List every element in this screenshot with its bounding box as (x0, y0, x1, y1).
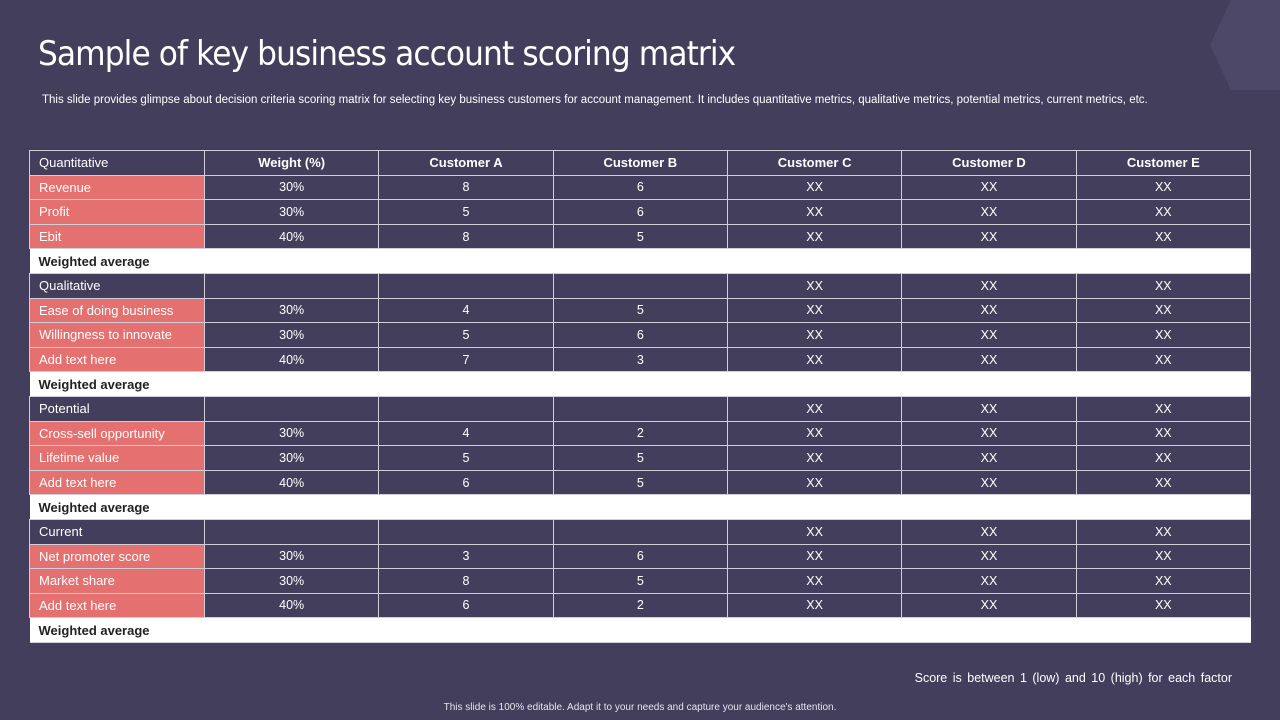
table-row (30, 569, 1251, 594)
weighted-average-label: Weighted average (30, 372, 1251, 397)
table-cell: XX (1076, 593, 1250, 618)
table-cell: XX (902, 200, 1076, 225)
table-cell (553, 519, 727, 544)
table-cell: 30% (205, 323, 379, 348)
header-cell: Customer D (902, 151, 1076, 176)
corner-decoration (1210, 0, 1280, 90)
weighted-average-row (30, 249, 1251, 274)
metric-label: Net promoter score (30, 544, 205, 569)
table-cell: 7 (379, 347, 553, 372)
weighted-average-label: Weighted average (30, 249, 1251, 274)
header-cell: Customer B (553, 151, 727, 176)
weighted-average-row (30, 618, 1251, 643)
header-cell: Quantitative (30, 151, 205, 176)
table-cell: XX (1076, 298, 1250, 323)
table-cell: 2 (553, 593, 727, 618)
table-cell: 2 (553, 421, 727, 446)
table-cell: XX (727, 200, 901, 225)
table-cell: XX (727, 519, 901, 544)
table-row (30, 224, 1251, 249)
table-row (30, 175, 1251, 200)
table-cell: XX (1076, 421, 1250, 446)
table-cell (379, 396, 553, 421)
table-cell: XX (902, 519, 1076, 544)
table-cell: 3 (553, 347, 727, 372)
table-cell: XX (1076, 519, 1250, 544)
table-row (30, 200, 1251, 225)
table-cell: 30% (205, 544, 379, 569)
table-cell: XX (1076, 273, 1250, 298)
page-title: Sample of key business account scoring matrix (38, 34, 736, 74)
table-cell: 6 (553, 544, 727, 569)
table-row (30, 323, 1251, 348)
table-cell: 30% (205, 421, 379, 446)
table-cell: XX (902, 347, 1076, 372)
table-cell: XX (902, 175, 1076, 200)
table-row (30, 347, 1251, 372)
table-cell: 30% (205, 446, 379, 471)
table-cell: 40% (205, 470, 379, 495)
header-cell: Customer E (1076, 151, 1250, 176)
page-subtitle: This slide provides glimpse about decision criteria scoring matrix for selecting key business customers for account management. It includes quantitative metrics, qualitative metrics, potential metrics, current metrics, etc. (42, 94, 1148, 106)
table-cell: 40% (205, 347, 379, 372)
table-cell: XX (727, 175, 901, 200)
table-row (30, 544, 1251, 569)
table-cell: 5 (379, 200, 553, 225)
table-cell: 5 (553, 446, 727, 471)
table-row (30, 298, 1251, 323)
table-cell: 40% (205, 224, 379, 249)
table-cell: XX (902, 421, 1076, 446)
table-cell: XX (1076, 446, 1250, 471)
score-note: Score is between 1 (low) and 10 (high) for each factor (914, 671, 1232, 685)
table-cell: XX (727, 421, 901, 446)
table-cell: XX (1076, 470, 1250, 495)
metric-label: Revenue (30, 175, 205, 200)
table-row (30, 593, 1251, 618)
table-cell: XX (1076, 323, 1250, 348)
table-cell: XX (727, 273, 901, 298)
weighted-average-row (30, 372, 1251, 397)
metric-label: Ebit (30, 224, 205, 249)
table-cell: 6 (379, 593, 553, 618)
table-cell (379, 273, 553, 298)
section-header-row (30, 519, 1251, 544)
table-cell: XX (727, 396, 901, 421)
table-cell (553, 396, 727, 421)
header-cell: Weight (%) (205, 151, 379, 176)
table-cell: XX (902, 569, 1076, 594)
table-row (30, 446, 1251, 471)
table-cell (205, 273, 379, 298)
table-cell: 4 (379, 298, 553, 323)
weighted-average-label: Weighted average (30, 618, 1251, 643)
table-cell (553, 273, 727, 298)
table-cell: 6 (553, 175, 727, 200)
table-cell: 5 (379, 323, 553, 348)
table-cell: 6 (553, 200, 727, 225)
table-cell: 4 (379, 421, 553, 446)
table-cell: 8 (379, 175, 553, 200)
table-cell: 8 (379, 569, 553, 594)
table-cell: 6 (379, 470, 553, 495)
metric-label: Lifetime value (30, 446, 205, 471)
header-cell: Customer A (379, 151, 553, 176)
table-cell: 30% (205, 298, 379, 323)
table-cell: 3 (379, 544, 553, 569)
table-cell: 5 (379, 446, 553, 471)
table-cell: XX (727, 446, 901, 471)
table-cell: XX (1076, 175, 1250, 200)
table-cell (205, 396, 379, 421)
table-cell: 30% (205, 569, 379, 594)
table-cell: XX (1076, 224, 1250, 249)
weighted-average-label: Weighted average (30, 495, 1251, 520)
metric-label: Ease of doing business (30, 298, 205, 323)
table-cell: 6 (553, 323, 727, 348)
section-header-row (30, 396, 1251, 421)
table-cell: XX (727, 569, 901, 594)
section-label: Current (30, 519, 205, 544)
metric-label: Profit (30, 200, 205, 225)
section-label: Qualitative (30, 273, 205, 298)
section-header-row (30, 273, 1251, 298)
table-cell: XX (902, 298, 1076, 323)
table-row (30, 470, 1251, 495)
table-cell: XX (727, 298, 901, 323)
table-cell: 5 (553, 569, 727, 594)
table-cell: XX (1076, 396, 1250, 421)
metric-label: Willingness to innovate (30, 323, 205, 348)
header-cell: Customer C (727, 151, 901, 176)
table-header-row (30, 151, 1251, 176)
scoring-matrix-table (29, 150, 1251, 643)
table-cell: XX (902, 544, 1076, 569)
table-cell (205, 519, 379, 544)
table-cell: 5 (553, 470, 727, 495)
table-cell: 5 (553, 298, 727, 323)
metric-label: Cross-sell opportunity (30, 421, 205, 446)
table-cell: XX (727, 323, 901, 348)
metric-label: Add text here (30, 470, 205, 495)
table-cell: XX (902, 593, 1076, 618)
metric-label: Market share (30, 569, 205, 594)
table-cell: XX (1076, 347, 1250, 372)
table-cell: XX (727, 470, 901, 495)
table-cell: XX (902, 323, 1076, 348)
table-cell: XX (1076, 200, 1250, 225)
section-label: Potential (30, 396, 205, 421)
table-cell: XX (727, 224, 901, 249)
table-cell: XX (902, 396, 1076, 421)
table-cell: XX (902, 470, 1076, 495)
table-cell: 40% (205, 593, 379, 618)
table-cell: 5 (553, 224, 727, 249)
footer-text: This slide is 100% editable. Adapt it to your needs and capture your audience's attention. (443, 702, 837, 713)
metric-label: Add text here (30, 347, 205, 372)
table-row (30, 421, 1251, 446)
metric-label: Add text here (30, 593, 205, 618)
table-cell (379, 519, 553, 544)
table-cell: XX (727, 544, 901, 569)
table-cell: XX (902, 224, 1076, 249)
table-cell: 30% (205, 175, 379, 200)
table-cell: 8 (379, 224, 553, 249)
table-cell: XX (727, 347, 901, 372)
table-cell: XX (902, 446, 1076, 471)
table-cell: 30% (205, 200, 379, 225)
table-cell: XX (902, 273, 1076, 298)
weighted-average-row (30, 495, 1251, 520)
table-cell: XX (727, 593, 901, 618)
table-cell: XX (1076, 544, 1250, 569)
table-cell: XX (1076, 569, 1250, 594)
